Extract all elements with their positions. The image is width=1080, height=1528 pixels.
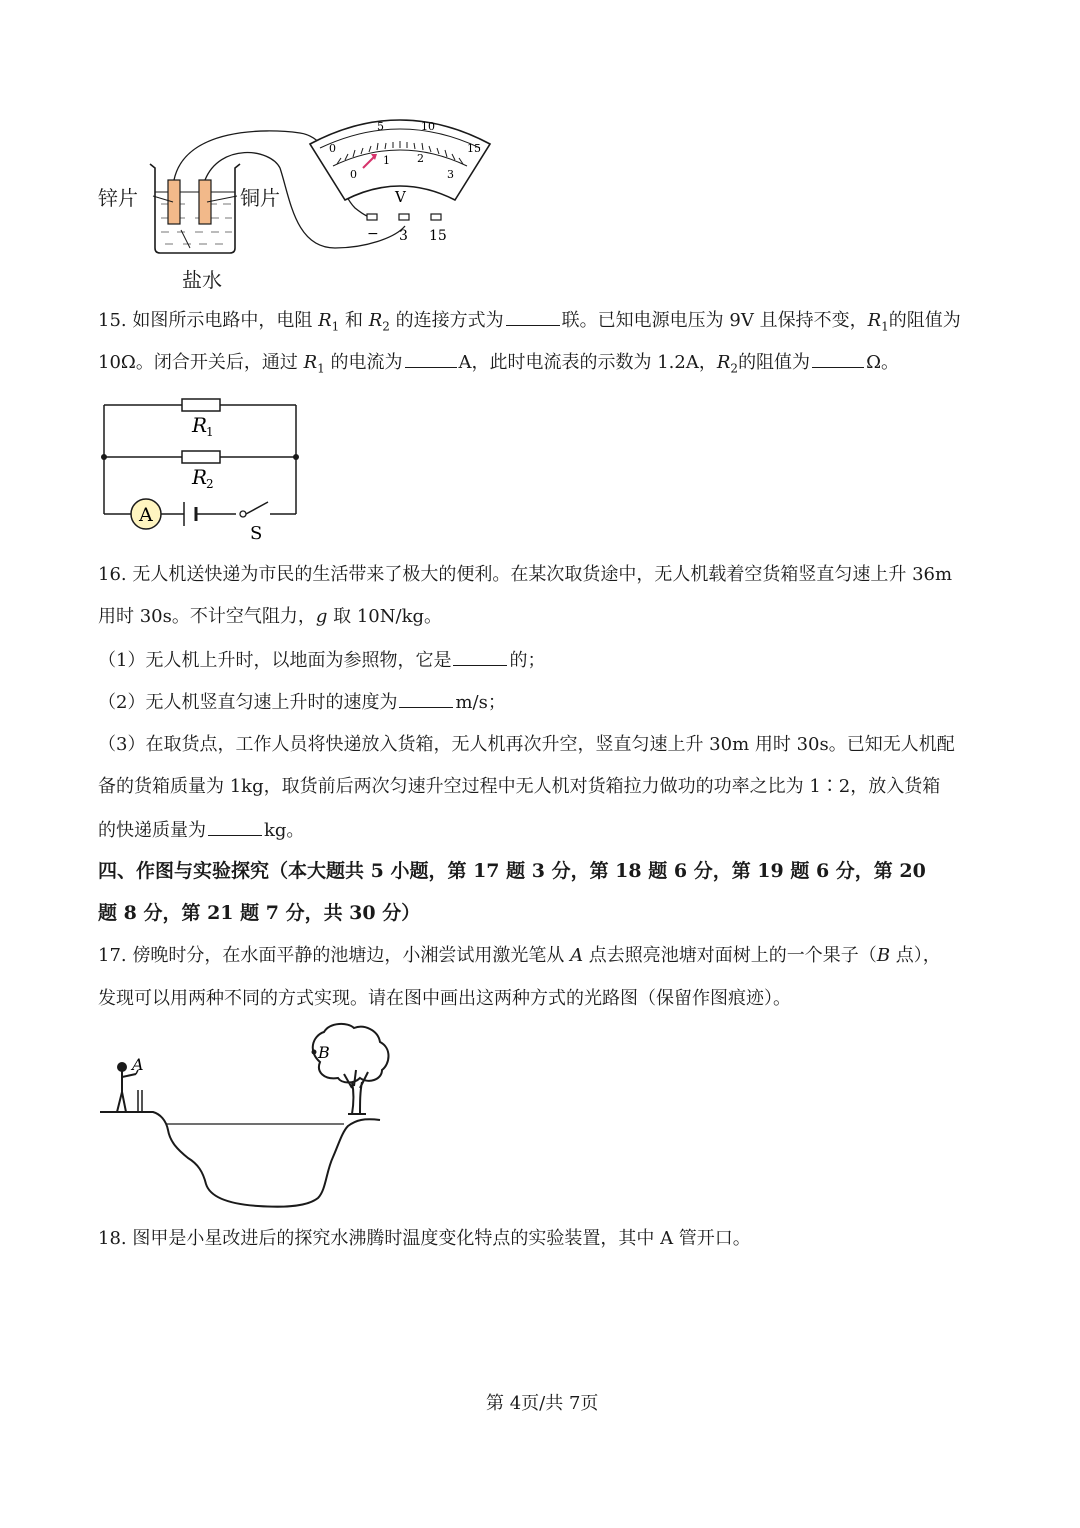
pond-figure <box>98 1022 398 1218</box>
q15-text: 的阻值为 <box>888 310 961 331</box>
q17-text: 17. 傍晚时分，在水面平静的池塘边，小湘尝试用激光笔从 <box>98 945 571 966</box>
circuit-diagram <box>98 392 308 542</box>
zinc-plate-label: 锌片 <box>98 186 138 210</box>
r2-subscript: 2 <box>382 319 390 334</box>
r2-subscript: 2 <box>730 361 739 376</box>
q15-text: 的连接方式为 <box>389 310 504 331</box>
fig-point-a-label: A <box>132 1055 144 1074</box>
r1-symbol: R <box>318 310 332 331</box>
q18-line-1: 18. 图甲是小星改进后的探究水沸腾时温度变化特点的实验装置，其中 A 管开口。 <box>98 1228 751 1249</box>
answer-blank[interactable] <box>453 647 507 666</box>
r2-label: R <box>192 465 208 489</box>
scale-inner-2: 2 <box>417 152 424 165</box>
answer-blank[interactable] <box>208 817 262 836</box>
r1-label: R <box>192 413 208 437</box>
voltmeter-symbol: V <box>395 188 406 206</box>
q15-text: 的电流为 <box>324 352 403 373</box>
q16-sub-3-line-2: 备的货箱质量为 1kg，取货前后两次匀速升空过程中无人机对货箱拉力做功的功率之比为 1∶2，放入货箱 <box>98 776 941 797</box>
q15-text: 联。已知电源电压为 9V 且保持不变， <box>561 310 868 331</box>
g-symbol: g <box>315 606 328 627</box>
q15-text: Ω。 <box>866 352 899 373</box>
q16-text: 的快递质量为 <box>98 820 206 841</box>
answer-blank[interactable] <box>812 349 864 368</box>
switch-label: S <box>250 523 263 542</box>
answer-blank[interactable] <box>506 307 560 326</box>
r1-label-sub: 1 <box>206 425 214 439</box>
ammeter-label: A <box>139 504 153 526</box>
terminal-15: 15 <box>429 228 447 244</box>
answer-blank[interactable] <box>405 349 457 368</box>
q16-line-2 <box>98 604 442 630</box>
r2-label-sub: 2 <box>206 477 214 491</box>
r1-subscript: 1 <box>881 319 889 334</box>
r1-symbol: R <box>867 310 882 331</box>
q15-text: 15. 如图所示电路中，电阻 <box>98 310 319 331</box>
q15-text: 10Ω。闭合开关后，通过 <box>98 352 304 373</box>
terminal-negative: − <box>367 226 379 242</box>
scale-outer-10: 10 <box>421 120 435 133</box>
page-number: 第 4页/共 7页 <box>486 1393 599 1414</box>
r1-subscript: 1 <box>317 361 325 376</box>
section-4-heading-line-2: 题 8 分，第 21 题 7 分，共 30 分） <box>98 902 421 924</box>
q16-sub-1 <box>98 647 545 674</box>
q16-text: m/s； <box>455 692 506 713</box>
point-b-symbol: B <box>876 945 891 966</box>
scale-inner-0: 0 <box>350 168 357 181</box>
q15-text: 和 <box>339 310 369 331</box>
q16-text: kg。 <box>264 820 305 841</box>
r1-subscript: 1 <box>331 319 340 334</box>
q17-text: 点）， <box>890 945 941 966</box>
r2-symbol: R <box>368 310 383 331</box>
q15-text: A，此时电流表的示数为 1.2A， <box>458 352 717 373</box>
scale-inner-3: 3 <box>447 168 454 181</box>
q15-line-1 <box>98 307 961 340</box>
q17-text: 点去照亮池塘对面树上的一个果子（ <box>583 945 877 966</box>
q16-sub-2 <box>98 689 506 716</box>
q16-sub-3-line-3 <box>98 817 304 844</box>
scale-outer-5: 5 <box>377 120 384 133</box>
fig-point-b-label: B <box>318 1043 330 1062</box>
q16-text: （2）无人机竖直匀速上升时的速度为 <box>98 692 398 713</box>
scale-outer-15: 15 <box>467 142 481 155</box>
r2-symbol: R <box>716 352 731 373</box>
scale-inner-1: 1 <box>383 154 390 167</box>
q16-line-1: 16. 无人机送快递为市民的生活带来了极大的便利。在某次取货途中，无人机载着空货箱竖直匀速上升 36m <box>98 564 953 585</box>
q15-line-2 <box>98 349 899 382</box>
terminal-3: 3 <box>399 228 408 244</box>
section-4-heading-line-1: 四、作图与实验探究（本大题共 5 小题，第 17 题 3 分，第 18 题 6 分，第 19 题 6 分，第 20 <box>98 860 926 882</box>
copper-plate-label: 铜片 <box>240 186 280 210</box>
q16-text: （1）无人机上升时，以地面为参照物，它是 <box>98 650 452 671</box>
q17-line-1 <box>98 943 941 969</box>
q16-text: 的； <box>509 650 546 671</box>
r1-symbol: R <box>303 352 318 373</box>
salt-water-label: 盐水 <box>182 268 222 292</box>
q16-sub-3-line-1: （3）在取货点，工作人员将快递放入货箱，无人机再次升空，竖直匀速上升 30m 用时 30s。已知无人机配 <box>98 734 955 755</box>
q15-text: 的阻值为 <box>738 352 811 373</box>
q16-text: 用时 30s。不计空气阻力， <box>98 606 316 627</box>
scale-outer-0: 0 <box>329 142 336 155</box>
answer-blank[interactable] <box>399 689 453 708</box>
q16-text: 取 10N/kg。 <box>327 606 442 627</box>
voltaic-cell-figure <box>95 108 515 298</box>
q17-line-2: 发现可以用两种不同的方式实现。请在图中画出这两种方式的光路图（保留作图痕迹）。 <box>98 988 791 1009</box>
point-a-symbol: A <box>570 945 584 966</box>
